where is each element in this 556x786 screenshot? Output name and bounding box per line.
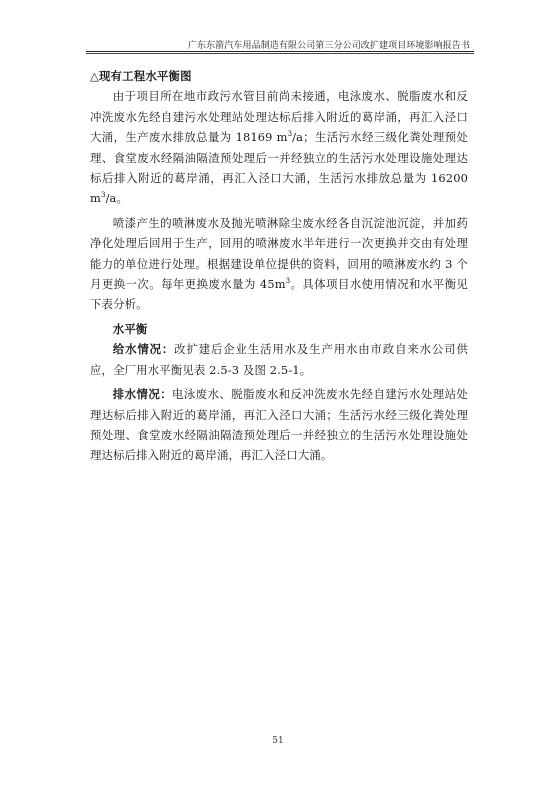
paragraph-text: 电泳废水、脱脂废水和反冲洗废水先经自建污水处理站处理达标后排入附近的葛岸涌，再汇入泾口大涌；生活污水经三级化粪处理预处理、食堂废水经隔油隔渣预处理后一并经独立的生活污水处理设施处理达标后排入附近的葛岸涌，再汇入泾口大涌。 <box>90 387 468 463</box>
section-heading-existing-water-balance: △现有工程水平衡图 <box>90 69 192 83</box>
paragraph-text: 由于项目所在地市政污水管目前尚未接通，电泳废水、脱脂废水和反冲洗废水先经自建污水处理站处理达标后排入附近的葛岸涌，再汇入泾口大涌，生产废水排放总量为 18169 m <box>90 89 468 145</box>
paragraph-text: /a；生活污水经三级化粪处理预处理、食堂废水经隔油隔渣预处理后一并经独立的生活污水处理设施处理达标后排入附近的葛岸涌，再汇入泾口大涌，生活污水排放总量为 16200 m <box>90 130 469 206</box>
paragraph-text: 喷漆产生的喷淋废水及抛光喷淋除尘废水经各自沉淀池沉淀，并加药净化处理后回用于生产，回用的喷淋废水半年进行一次更换并交由有处理能力的单位进行处理。根据建设单位提供的资料，回用的喷淋废水约 3 个月更换一次。每年更换废水量为 45m <box>90 215 468 292</box>
superscript: 3 <box>285 277 291 286</box>
paragraph-spray-wastewater <box>90 213 468 315</box>
header-rule <box>86 51 474 52</box>
running-header: 广东东箭汽车用品制造有限公司第三分公司改扩建项目环境影响报告书 <box>187 41 470 51</box>
section-heading-water-balance: 水平衡 <box>112 321 148 336</box>
paragraph-water-supply <box>90 339 468 380</box>
paragraph-lead: 排水情况： <box>112 387 173 402</box>
superscript: 3 <box>100 191 106 200</box>
paragraph-text: /a。 <box>105 191 129 206</box>
paragraph-text: 改扩建后企业生活用水及生产用水由市政自来水公司供应，全厂用水平衡见表 2.5-3 及图 2.5-1。 <box>90 342 468 377</box>
paragraph-lead: 给水情况： <box>112 342 175 357</box>
header-rule-thin <box>86 53 474 54</box>
page-number: 51 <box>272 736 284 746</box>
paragraph-wastewater-discharge <box>90 86 468 208</box>
paragraph-drainage <box>90 384 468 466</box>
superscript: 3 <box>287 130 293 139</box>
body-content <box>90 66 468 466</box>
paragraph-text: 。具体项目水使用情况和水平衡见下表分析。 <box>90 277 468 312</box>
